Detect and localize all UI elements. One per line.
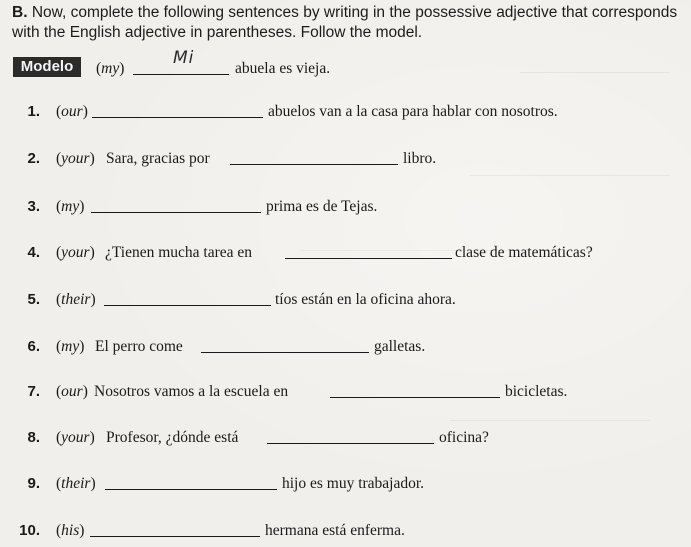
answer-blank-8[interactable] [267,443,434,444]
item-number: 2. [27,150,40,167]
item-sentence-start: El perro come [95,338,183,355]
item-number: 1. [27,103,40,120]
item-number: 3. [27,198,40,215]
model-hint: (my) [96,60,125,77]
item-number: 5. [27,291,40,308]
answer-blank-4[interactable] [285,258,452,259]
bleed-through-mark [450,410,650,421]
exercise-item-2 [0,147,691,171]
answer-blank-9[interactable] [105,489,277,490]
model-answer-blank [133,74,229,75]
item-number: 7. [27,383,40,400]
item-sentence-end: galletas. [374,338,426,355]
item-sentence-start: Profesor, ¿dónde está [106,429,239,446]
item-hint: (your) [56,244,95,261]
exercise-item-9 [0,472,691,496]
item-sentence-end: clase de matemáticas? [455,244,593,261]
answer-blank-6[interactable] [201,352,369,353]
exercise-item-10 [0,519,691,543]
exercise-item-5 [0,288,691,312]
exercise-item-8 [0,426,691,450]
item-hint: (your) [56,150,95,167]
item-number: 6. [27,338,40,355]
model-sentence-end: abuela es vieja. [235,60,331,77]
item-sentence-end: tíos están en la oficina ahora. [275,291,456,308]
item-number: 4. [27,244,40,261]
item-hint: (my) [56,198,85,215]
exercise-item-4 [0,241,691,265]
item-hint: (our) [56,383,88,400]
item-number: 9. [27,475,40,492]
item-hint: (your) [56,429,95,446]
item-hint: (our) [56,103,88,120]
item-sentence-end: hijo es muy trabajador. [282,475,425,492]
item-sentence-end: bicicletas. [505,383,568,400]
answer-blank-2[interactable] [230,164,398,165]
exercise-item-7 [0,380,691,404]
exercise-item-6 [0,335,691,359]
item-sentence-start: Nosotros vamos a la escuela en [94,383,289,400]
answer-blank-10[interactable] [90,536,260,537]
item-sentence-end: abuelos van a la casa para hablar con nosotros. [268,103,558,120]
item-number: 10. [19,522,40,539]
item-number: 8. [27,429,40,446]
item-sentence-end: libro. [403,150,437,167]
answer-blank-5[interactable] [104,305,271,306]
item-sentence-start: ¿Tienen mucha tarea en [105,244,253,261]
answer-blank-1[interactable] [92,117,263,118]
item-sentence-end: oficina? [439,429,489,446]
section-letter: B. [12,4,28,21]
item-hint: (their) [56,475,96,492]
model-handwritten-answer: Mi [173,48,195,68]
instructions-text: Now, complete the following sentences by writing in the possessive adjective that corresponds with the English adjective in parentheses. Follow the model. [12,4,678,41]
item-sentence-end: prima es de Tejas. [266,198,378,215]
item-hint: (my) [56,338,85,355]
answer-blank-7[interactable] [330,397,500,398]
item-hint: (their) [56,291,96,308]
modelo-badge: Modelo [13,57,81,77]
item-sentence-start: Sara, gracias por [106,150,210,167]
model-row [0,57,691,81]
exercise-item-3 [0,195,691,219]
exercise-instructions [12,3,684,43]
answer-blank-3[interactable] [91,212,261,213]
exercise-item-1 [0,100,691,124]
item-hint: (his) [56,522,85,539]
item-sentence-end: hermana está enferma. [265,522,405,539]
